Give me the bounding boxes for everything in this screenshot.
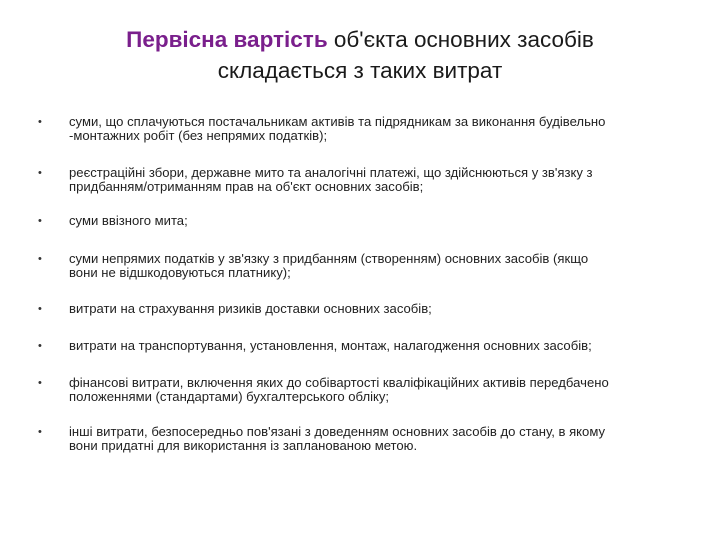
bullet-text: реєстраційні збори, державне мито та аналогічні платежі, що здійснюються у зв'язку з придбанням/отриманням прав на об'єкт основних засобів; xyxy=(69,165,593,194)
bullet-icon: • xyxy=(38,167,42,179)
bullet-text: суми, що сплачуються постачальникам активів та підрядникам за виконання будівельно -монтажних робіт (без непрямих податків); xyxy=(69,114,606,143)
bullet-icon: • xyxy=(38,253,42,265)
bullet-icon: • xyxy=(38,303,42,315)
title-rest: об'єкта основних засобів складається з таких витрат xyxy=(217,27,594,83)
bullet-icon: • xyxy=(38,426,42,438)
bullet-text: інші витрати, безпосередньо пов'язані з доведенням основних засобів до стану, в якому вони придатні для використання із запланованою метою. xyxy=(69,424,606,453)
bullet-icon: • xyxy=(38,215,42,227)
bullet-text: витрати на транспортування, установлення, монтаж, налагодження основних засобів; xyxy=(69,338,592,353)
title-accent: Первісна вартість xyxy=(126,27,328,52)
bullet-icon: • xyxy=(38,116,42,128)
bullet-text: суми непрямих податків у зв'язку з придбанням (створенням) основних засобів (якщо вони не відшкодовуються платнику); xyxy=(69,251,589,280)
bullet-icon: • xyxy=(38,377,42,389)
bullet-text: фінансові витрати, включення яких до собівартості кваліфікаційних активів передбачено положеннями (стандартами) бухгалтерського обліку; xyxy=(69,375,609,404)
bullet-icon: • xyxy=(38,340,42,352)
bullet-text: витрати на страхування ризиків доставки основних засобів; xyxy=(69,301,432,316)
bullet-text: суми ввізного мита; xyxy=(69,213,188,228)
